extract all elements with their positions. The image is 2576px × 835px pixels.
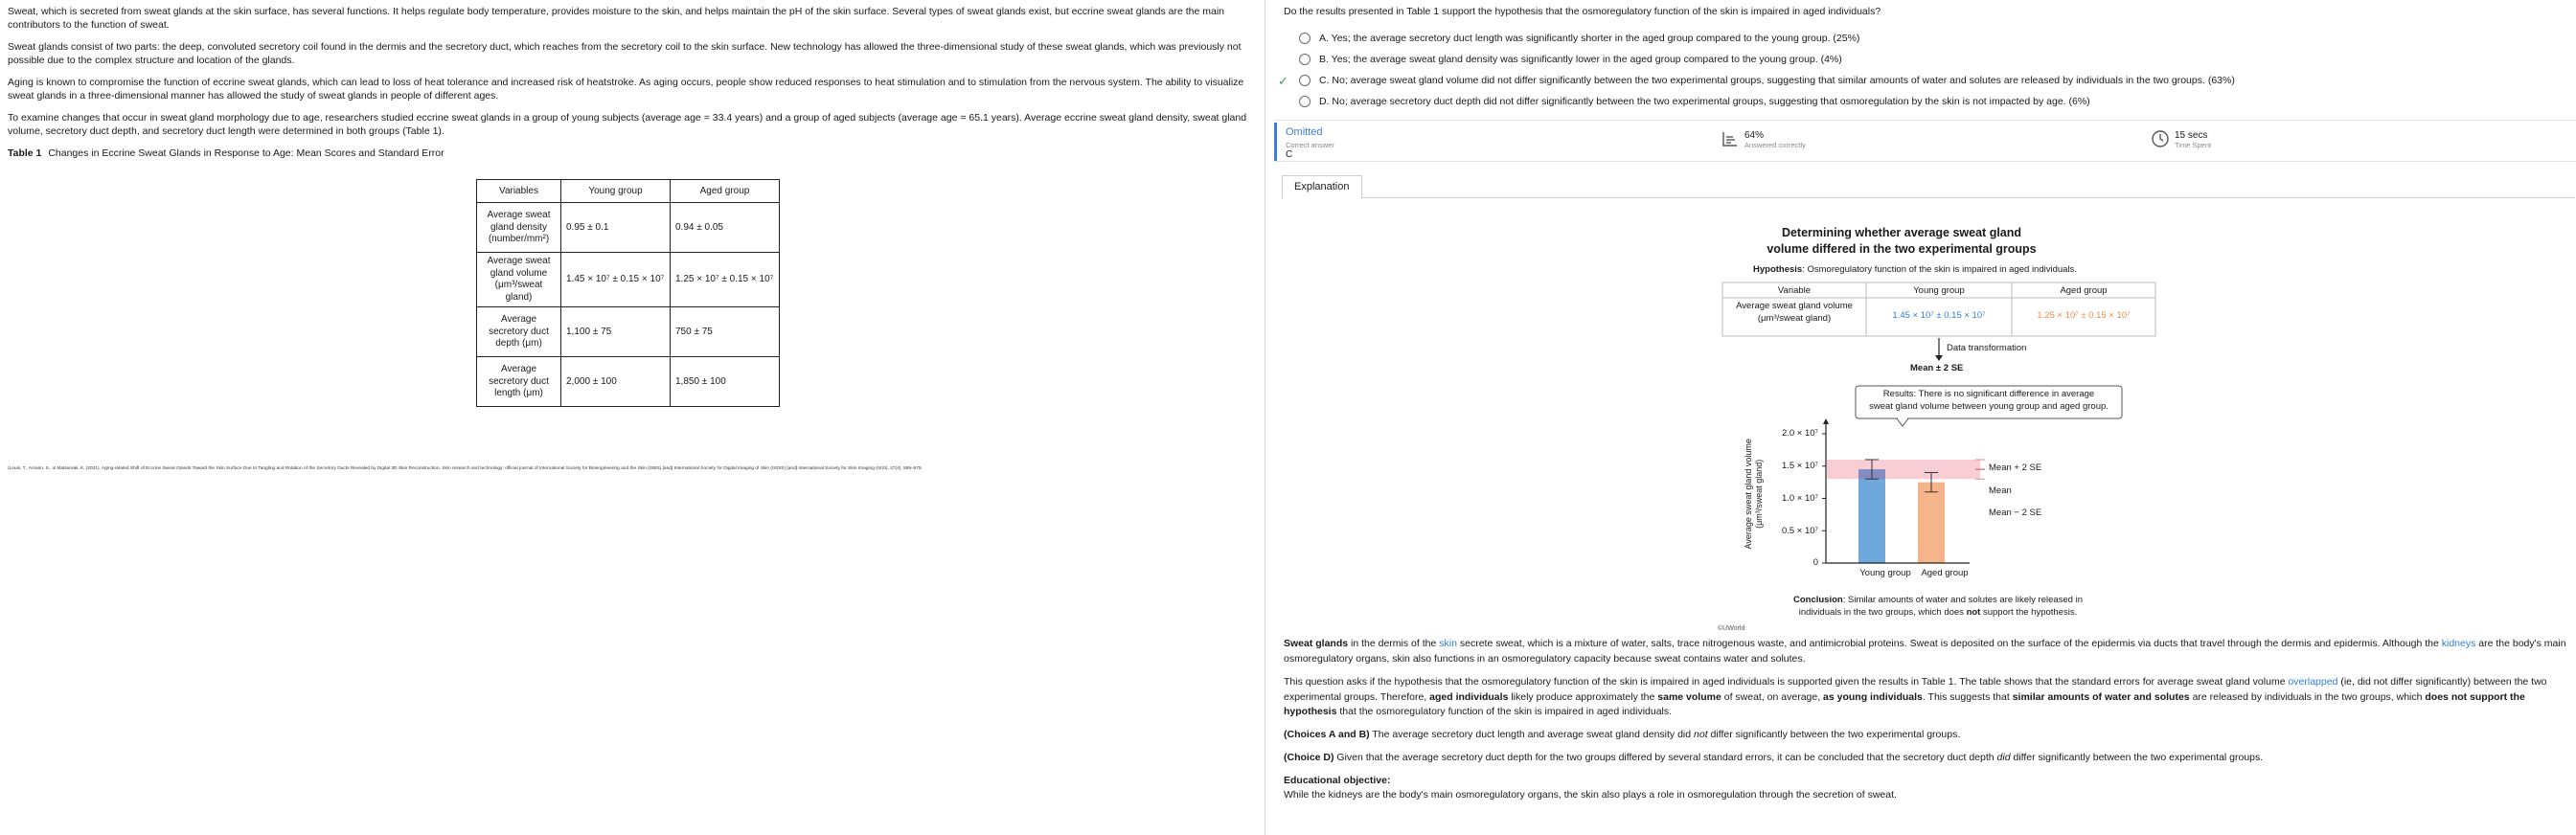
citation: (Louis, T., Amano, S., & Matsunaki, K. (2021). Aging-related Shift of Eccrine Sweat Glands Toward the Skin Surface Due to Tangling and Rotation of the Secretory Ducts Revealed by Digital 3D Skin Reconstruction. Skin research and technology: official journal of International Society for Bioengineering and the Skin (ISBS) [and] International Society for Digital Imaging of Skin (ISDIS) [and] International Society for Skin Imaging (ISSI), 27(4), 569–575.: [8, 466, 923, 472]
text: secrete sweat, which is a mixture of water, salts, trace nitrogenous waste, and antimicrobial proteins. Sweat is deposited on the surface of the epidermis via ducts that travel through the dermis and epidermis. Although the: [1456, 638, 2442, 650]
hypothesis-label: Hypothesis: [1753, 264, 1803, 276]
status-omitted: Omitted: [1286, 126, 1323, 139]
choice-label: A. Yes; the average secretory duct length was significantly shorter in the aged group compared to the young group. (25%): [1319, 33, 1860, 45]
table-cell-variable: Average sweat gland density (number/mm²): [477, 203, 561, 253]
table-cell-young: 2,000 ± 100: [561, 357, 671, 407]
clock-icon: [2151, 129, 2170, 148]
conclusion-text: support the hypothesis.: [1982, 606, 2078, 618]
arrow-down: [1935, 338, 1943, 361]
hypothesis-text: : Osmoregulatory function of the skin is impaired in aged individuals.: [1802, 264, 2077, 276]
text: differ significantly between the two experimental groups.: [2010, 751, 2264, 763]
table-row: [477, 357, 780, 407]
status-accent: [1274, 123, 1277, 161]
bold-text: as young individuals: [1823, 690, 1923, 703]
mean-se-label: Mean ± 2 SE: [1910, 363, 1964, 374]
passage-paragraph: To examine changes that occur in sweat gland morphology due to age, researchers studied eccrine sweat glands in a group of young subjects (average age = 33.4 years) and a group of aged subjects (average age = 65.1 years). Average eccrine sweat gland density, sweat gland volume, secretory duct depth, and secretory duct length were determined in both groups (Table 1).: [8, 111, 1247, 138]
table-cell-young: 0.95 ± 0.1: [561, 203, 671, 253]
table-cell-aged: 1,850 ± 100: [671, 357, 780, 407]
text: Given that the average secretory duct depth for the two groups differed by several standard errors, it can be concluded that the secretory duct depth: [1334, 751, 1997, 763]
time-label: Time Spent: [2175, 141, 2212, 150]
conclusion-text: : Similar amounts of water and solutes are likely released in: [1842, 595, 2084, 606]
passage-paragraph: Sweat, which is secreted from sweat glands at the skin surface, has several functions. It helps regulate body temperature, provides moisture to the skin, and helps maintain the pH of the skin surface. Several types of sweat glands exist, but eccrine sweat glands are the main contributors to the function of sweat.: [8, 6, 1224, 32]
passage-pane: [0, 0, 1265, 835]
results-line: Results: There is no significant difference in average: [1882, 389, 2095, 400]
mini-variable-line: (μm³/sweat gland): [1757, 312, 1832, 324]
table-header: Young group: [561, 180, 671, 203]
table-row: [477, 307, 780, 357]
tab-explanation[interactable]: Explanation: [1282, 175, 1362, 199]
time-value: 15 secs: [2175, 130, 2208, 142]
bold-text: aged individuals: [1429, 690, 1509, 703]
text: that the osmoregulatory function of the skin is impaired in aged individuals.: [1336, 706, 1673, 718]
y-tick-label: 0: [1812, 557, 1818, 569]
answer-choice-a[interactable]: [1284, 28, 2568, 49]
choice-ref: (Choices A and B): [1284, 729, 1370, 741]
passage-paragraph: Aging is known to compromise the function of eccrine sweat glands, which can lead to loss of heat tolerance and increased risk of heatstroke. As aging occurs, people show reduced responses to heat stimulation and to stimulation from the nervous system. The ability to visualize sweat glands in a three-dimensional manner has allowed the study of sweat glands in people of different ages.: [8, 76, 1244, 102]
tab-bar: [1282, 175, 2575, 198]
results-line: sweat gland volume between young group and aged group.: [1869, 401, 2109, 413]
legend-mean: Mean: [1989, 485, 2012, 497]
mini-aged-value: 1.25 × 10⁷ ± 0.15 × 10⁷: [2037, 310, 2131, 322]
text: differ significantly between the two experimental groups.: [1707, 729, 1961, 741]
y-axis-arrow: [1823, 418, 1829, 424]
table-cell-aged: 1.25 × 10⁷ ± 0.15 × 10⁷: [671, 253, 780, 307]
radio-button[interactable]: [1299, 33, 1311, 44]
status-block: [1286, 125, 1334, 161]
legend-upper: Mean + 2 SE: [1989, 463, 2042, 474]
link-skin[interactable]: skin: [1439, 638, 1457, 650]
objective-heading: [1284, 774, 2568, 789]
table-cell-aged: 0.94 ± 0.05: [671, 203, 780, 253]
text: The average secretory duct length and average sweat gland density did: [1369, 729, 1695, 741]
text: in the dermis of the: [1348, 638, 1440, 650]
bold-text: same volume: [1657, 690, 1721, 703]
table-cell-young: 1.45 × 10⁷ ± 0.15 × 10⁷: [561, 253, 671, 307]
table-header-row: [477, 180, 780, 203]
explanation-paragraph: [1284, 637, 2568, 667]
percent-value: 64%: [1744, 130, 1765, 142]
bar-young: [1858, 470, 1885, 564]
copyright: ©UWorld: [1718, 625, 1745, 633]
table-header: Variables: [477, 180, 561, 203]
explanation-figure: [1284, 198, 2576, 633]
question-stem: Do the results presented in Table 1 support the hypothesis that the osmoregulatory function of the skin is impaired in aged individuals?: [1284, 6, 1881, 17]
table-cell-variable: Average secretory duct length (μm): [477, 357, 561, 407]
text: are released by individuals in the two groups, which: [2189, 690, 2426, 703]
mini-variable-cell: [1722, 301, 1866, 325]
objective-text: While the kidneys are the body's main osmoregulatory organs, the skin also plays a role in osmoregulation through the secretion of sweat.: [1284, 789, 1897, 801]
link-overlapped[interactable]: overlapped: [2288, 675, 2338, 688]
results-table: [476, 179, 780, 407]
results-text: [1859, 389, 2118, 414]
objective-label: Educational objective:: [1284, 774, 1391, 786]
passage-paragraph: Sweat glands consist of two parts: the deep, convoluted secretory coil found in the dermis and the secretory duct, which reaches from the secretory coil to the skin surface. New technology has allowed the three-dimensional study of these sweat glands, which was previously not possible due to the complex structure and location of the glands.: [8, 40, 1242, 67]
figure-title-line: Determining whether average sweat gland: [1781, 226, 2022, 240]
correct-answer-label: Correct answer: [1286, 140, 1334, 149]
bar-aged: [1918, 483, 1945, 563]
text: of sweat, on average,: [1721, 690, 1824, 703]
bold-text: similar amounts of water and solutes: [2012, 690, 2190, 703]
table-cell-aged: 750 ± 75: [671, 307, 780, 357]
italic-text: did: [1996, 751, 2011, 763]
correct-answer-value: C: [1286, 149, 1293, 160]
answer-stats-bar: [1274, 120, 2576, 162]
y-tick-label: 1.0 × 10⁷: [1781, 492, 1818, 504]
table-caption-text: Changes in Eccrine Sweat Glands in Response to Age: Mean Scores and Standard Error: [48, 147, 445, 159]
link-kidneys[interactable]: kidneys: [2441, 638, 2476, 650]
confidence-band: [1827, 460, 1980, 479]
radio-button[interactable]: [1299, 75, 1311, 86]
figure-title-line: volume differed in the two experimental groups: [1767, 241, 2037, 256]
mini-header-variable: Variable: [1777, 285, 1812, 297]
answer-choice-c[interactable]: [1278, 70, 2568, 91]
transform-label: Data transformation: [1947, 343, 2027, 354]
y-tick-label: 2.0 × 10⁷: [1781, 428, 1818, 440]
explanation-paragraph: [1284, 751, 2568, 766]
choice-label: B. Yes; the average sweat gland density was significantly lower in the aged group compared to the young group. (4%): [1319, 54, 1842, 66]
y-axis-title: Average sweat gland volume (μm³/sweat gland): [1744, 439, 1764, 550]
table-header: Aged group: [671, 180, 780, 203]
table-row: [477, 253, 780, 307]
table-caption: [8, 147, 1257, 160]
table-cell-variable: Average sweat gland volume (μm³/sweat gland): [477, 253, 561, 307]
table-cell-variable: Average secretory duct depth (μm): [477, 307, 561, 357]
x-label-young: Young group: [1859, 568, 1911, 579]
choice-label: C. No; average sweat gland volume did not differ significantly between the two experimental groups, suggesting that similar amounts of water and solutes are released by individuals in the two groups. (63%): [1319, 75, 2235, 87]
percent-label: Answered correctly: [1744, 141, 1806, 150]
choice-label: D. No; average secretory duct depth did not differ significantly between the two experimental groups, suggesting that osmoregulation by the skin is not impacted by age. (6%): [1319, 96, 2090, 108]
table-row: [477, 203, 780, 253]
text: (ie, did not differ significantly) between the two experimental groups. Therefore,: [1284, 675, 2547, 703]
explanation-paragraph: [1284, 728, 2568, 743]
bar-chart: [1822, 418, 1985, 563]
answer-choice-d[interactable]: [1284, 91, 2568, 112]
mini-young-value: 1.45 × 10⁷ ± 0.15 × 10⁷: [1892, 310, 1986, 322]
conclusion-label: Conclusion: [1792, 595, 1843, 606]
bar-chart-icon: [1721, 129, 1740, 148]
mini-variable-line: Average sweat gland volume: [1736, 301, 1853, 312]
y-tick-label: 1.5 × 10⁷: [1781, 461, 1818, 472]
explanation-paragraph: [1284, 675, 2568, 720]
answer-choice-b[interactable]: [1284, 49, 2568, 70]
bold-text: does not support the hypothesis: [1284, 690, 2525, 718]
text: This question asks if the hypothesis that the osmoregulatory function of the skin is impaired in aged individuals is supported given the results in Table 1. The table shows that the standard errors for average sweat gland volume: [1284, 675, 2289, 688]
mini-header-aged: Aged group: [2060, 285, 2108, 297]
radio-button[interactable]: [1299, 54, 1311, 65]
y-tick-label: 0.5 × 10⁷: [1781, 525, 1818, 536]
bold-text: Sweat glands: [1284, 638, 1349, 650]
conclusion: [1772, 595, 2104, 619]
text: are the body's main osmoregulatory organs, skin also functions in an osmoregulatory capacity because sweat contains water and solutes.: [1284, 638, 2566, 666]
table-label: Table 1: [8, 147, 42, 159]
percent-block: [1721, 129, 1806, 150]
checkmark-icon: ✓: [1278, 74, 1288, 89]
choice-ref: (Choice D): [1284, 751, 1334, 763]
question-pane: [1274, 0, 2572, 835]
table-cell-young: 1,100 ± 75: [561, 307, 671, 357]
conclusion-not: not: [1966, 606, 1981, 618]
text: . This suggests that: [1922, 690, 2013, 703]
radio-button[interactable]: [1299, 96, 1311, 107]
text: likely produce approximately the: [1508, 690, 1658, 703]
y-axis-label: [1742, 424, 1764, 558]
legend-lower: Mean − 2 SE: [1989, 508, 2042, 519]
time-block: [2151, 129, 2211, 150]
mini-header-young: Young group: [1913, 285, 1965, 297]
conclusion-text: individuals in the two groups, which does: [1798, 606, 1964, 618]
x-label-aged: Aged group: [1921, 568, 1969, 579]
figure-svg: [1284, 198, 2576, 629]
italic-text: not: [1694, 729, 1708, 741]
